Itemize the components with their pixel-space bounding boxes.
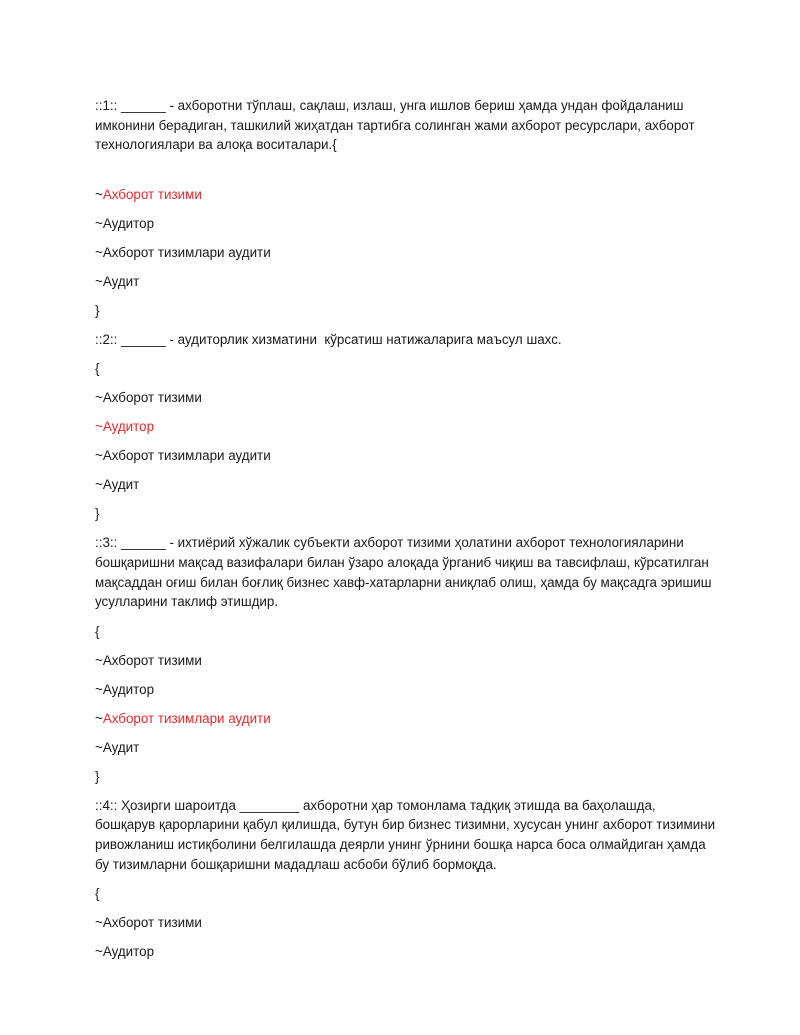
question-2-option-1: ~Ахборот тизими <box>95 390 202 406</box>
question-4-option-1: ~Ахборот тизими <box>95 915 202 931</box>
question-3-stem: ::3:: ______ - ихтиёрий хўжалик субъекти ахборот тизими ҳолатини ахборот технологияларини бошқаришни мақсад вазифалари билан ўзаро алоқада ўрганиб чиқиш ва тавсифлаш, кўрсатилган мақсаддан оғиш билан боғлиқ бизнес хавф-хатарларни аниқлаб олиш, ҳамда бу мақсадга эришиш усулларини таклиф этишдир. <box>95 535 716 610</box>
question-4-open-brace: { <box>95 886 100 902</box>
question-3-option-3: ~Ахборот тизимлари аудити <box>95 710 271 726</box>
question-3-close-brace: } <box>95 768 100 784</box>
question-1-option-2: ~Аудитор <box>95 215 155 231</box>
question-1-option-3: ~Ахборот тизимлари аудити <box>95 244 271 260</box>
question-2-option-2: ~Аудитор <box>95 419 155 435</box>
question-1-close-brace: } <box>95 302 100 318</box>
question-1-option-4: ~Аудит <box>95 273 140 289</box>
question-2-stem: ::2:: ______ - аудиторлик хизматини кўрсатиш натижаларига маъсул шахс. <box>95 331 562 347</box>
question-3-option-1: ~Ахборот тизими <box>95 652 202 668</box>
question-2-open-brace: { <box>95 361 100 377</box>
question-4-stem: ::4:: Ҳозирги шароитда ________ ахборотни ҳар томонлама тадқиқ этишда ва баҳолашда, бошқарув қарорларини қабул қилишда, бутун бир бизнес тизимни, хусусан унинг ахборот тизимини ривожланиш истиқболини белгилашда деярли унинг ўрнини бошқа нарса боса олмайдиган ҳамда бу тизимларни бошқаришни мададлаш асбоби бўлиб бормоқда. <box>95 797 719 872</box>
question-3-open-brace: { <box>95 623 100 639</box>
question-4-option-2: ~Аудитор <box>95 944 155 960</box>
question-1-stem: ::1:: ______ - ахборотни тўплаш, сақлаш, излаш, унга ишлов бериш ҳамда ундан фойдаланиш имконини берадиган, ташкилий жиҳатдан тартибга солинган жами ахборот ресурслари, ахборот технологиялари ва алоқа воситалари.{ <box>95 98 699 153</box>
document-page <box>95 96 717 961</box>
question-2-option-3: ~Ахборот тизимлари аудити <box>95 448 271 464</box>
question-3-option-2: ~Аудитор <box>95 681 155 697</box>
question-2-option-4: ~Аудит <box>95 477 140 493</box>
question-1-option-1: ~Ахборот тизими <box>95 186 202 202</box>
question-2-close-brace: } <box>95 506 100 522</box>
question-3-option-4: ~Аудит <box>95 739 140 755</box>
